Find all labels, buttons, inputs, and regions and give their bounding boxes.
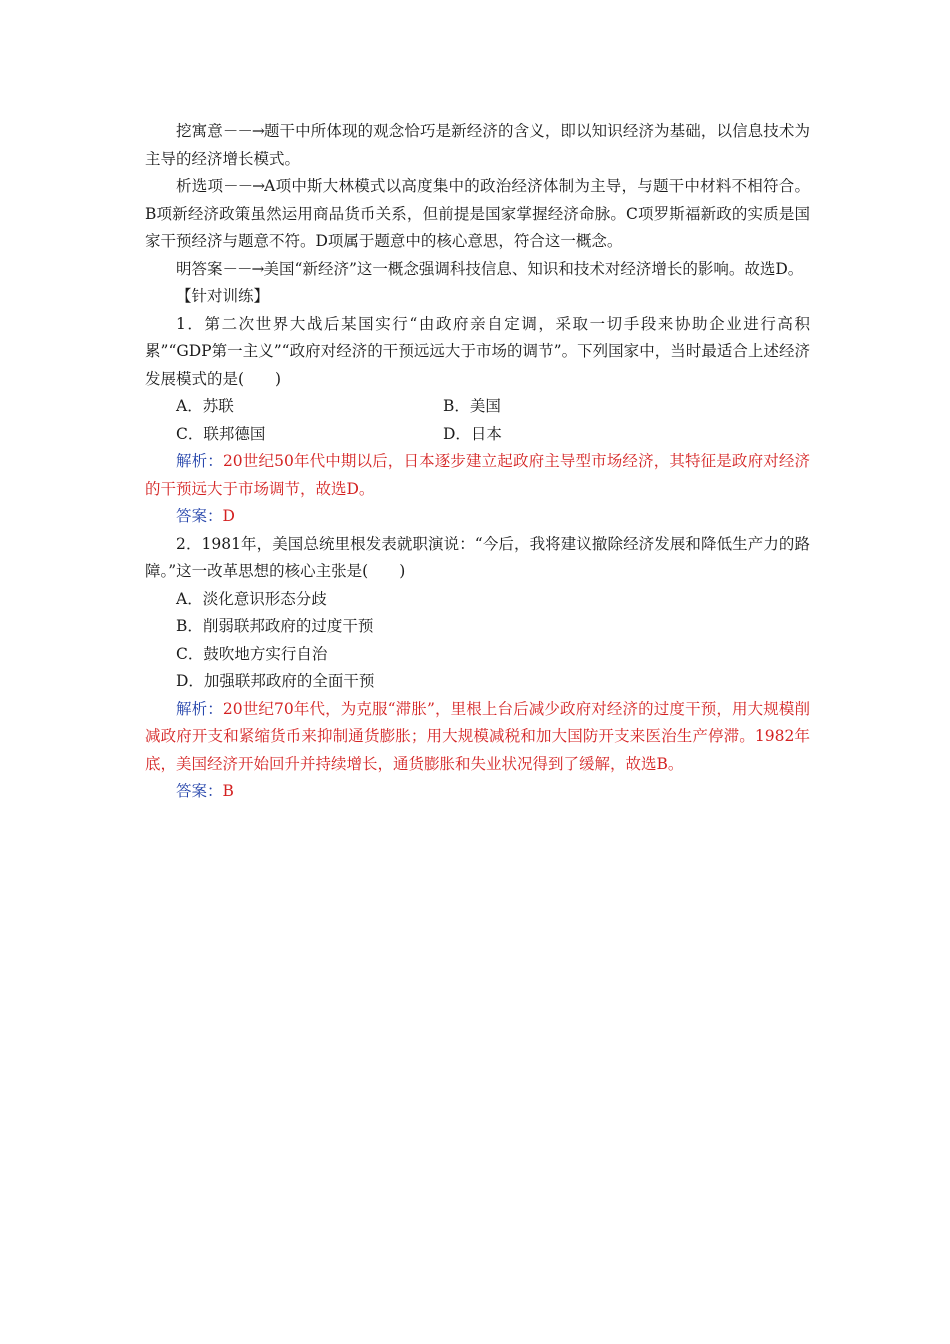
q2-option-a: A．淡化意识形态分歧 xyxy=(176,589,327,608)
q1-option-c: C．联邦德国 xyxy=(176,424,266,443)
intro-label-2: 析选项 xyxy=(176,177,224,195)
question-1-stem: 1．第二次世界大战后某国实行“由政府亲自定调，采取一切手段来协助企业进行高积累”“GDP第一主义”“政府对经济的干预远远大于市场的调节”。下列国家中，当时最适合上述经济发展模式的是( ) xyxy=(145,314,810,388)
document-page xyxy=(145,118,810,806)
intro-text-3: 美国“新经济”这一概念强调科技信息、知识和技术对经济增长的影响。故选D。 xyxy=(263,259,804,278)
q1-option-b: B．美国 xyxy=(443,397,501,415)
question-1-options-row-1 xyxy=(145,393,810,421)
q1-option-d: D．日本 xyxy=(443,424,502,443)
analysis-text: 20世纪70年代，为克服“滞胀”，里根上台后减少政府对经济的过度干预，用大规模削减政府开支和紧缩货币来抑制通货膨胀；用大规模减税和加大国防开支来医治生产停滞。1982年底，美国经济开始回升并持续增长，通货膨胀和失业状况得到了缓解，故选B。 xyxy=(145,699,810,773)
intro-label-3: 明答案 xyxy=(176,259,223,278)
question-1-analysis xyxy=(145,448,810,503)
arrow-icon: －－→ xyxy=(222,122,264,140)
intro-paragraph-1 xyxy=(145,118,810,173)
analysis-label: 解析： xyxy=(176,699,223,718)
q2-option-b: B．削弱联邦政府的过度干预 xyxy=(176,617,374,635)
intro-text-2: A项中斯大林模式以高度集中的政治经济体制为主导，与题干中材料不相符合。B项新经济政策虽然运用商品货币关系，但前提是国家掌握经济命脉。C项罗斯福新政的实质是国家干预经济与题意不符。D项属于题意中的核心意思，符合这一概念。 xyxy=(145,177,810,250)
intro-paragraph-2 xyxy=(145,173,810,256)
arrow-icon: －－→ xyxy=(223,177,265,195)
section-title: 【针对训练】 xyxy=(176,287,270,305)
analysis-text: 20世纪50年代中期以后，日本逐步建立起政府主导型市场经济，其特征是政府对经济的干预远大于市场调节，故选D。 xyxy=(145,452,810,498)
answer-label: 答案： xyxy=(176,507,223,525)
analysis-label: 解析： xyxy=(176,452,223,470)
answer-value: D xyxy=(222,507,235,525)
q1-option-a: A．苏联 xyxy=(176,397,234,415)
answer-value: B xyxy=(222,782,234,800)
answer-label: 答案： xyxy=(176,782,223,800)
question-2-stem: 2．1981年，美国总统里根发表就职演说：“今后，我将建议撤除经济发展和降低生产力的路障。”这一改革思想的核心主张是( ) xyxy=(145,534,810,580)
q2-option-c: C．鼓吹地方实行自治 xyxy=(176,644,328,663)
question-1-answer xyxy=(145,503,810,531)
q2-option-d: D．加强联邦政府的全面干预 xyxy=(176,672,375,690)
arrow-icon: －－→ xyxy=(222,259,264,278)
intro-label-1: 挖寓意 xyxy=(176,122,223,140)
intro-text-1: 题干中所体现的观念恰巧是新经济的含义，即以知识经济为基础，以信息技术为主导的经济增长模式。 xyxy=(145,122,810,168)
question-2-analysis xyxy=(145,696,810,779)
question-2-answer xyxy=(145,778,810,806)
question-1-options-row-2 xyxy=(145,421,810,449)
intro-paragraph-3 xyxy=(145,256,810,284)
